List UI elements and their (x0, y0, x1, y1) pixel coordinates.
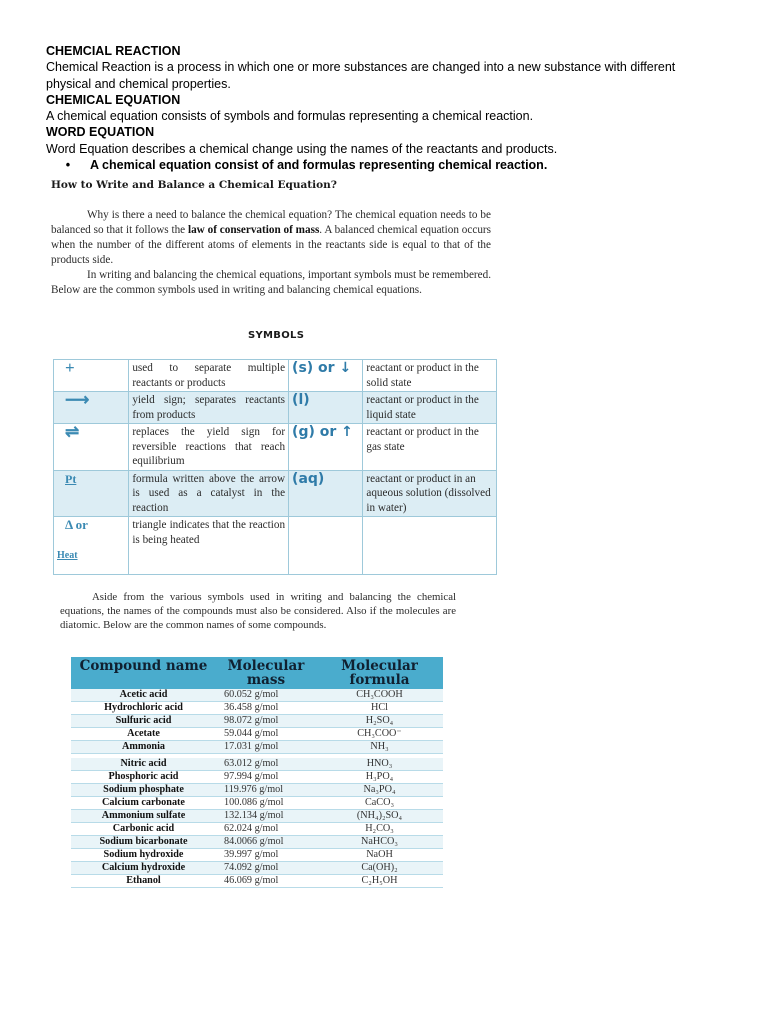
intro-section (46, 43, 726, 173)
state-symbol: (aq) (289, 470, 363, 517)
symbol-cell (54, 392, 129, 424)
howto-paragraph-1 (51, 208, 491, 268)
compound-name: Ammonia (71, 741, 216, 754)
compound-name: Calcium carbonate (71, 797, 216, 810)
molecular-formula: NaHCO₃ (316, 836, 443, 849)
molecular-mass: 119.976 g/mol (216, 784, 316, 797)
molecular-mass: 63.012 g/mol (216, 758, 316, 771)
state-desc: reactant or product in the solid state (363, 360, 497, 392)
symbol-row (54, 360, 497, 392)
symbol-cell (54, 470, 129, 517)
compound-name: Phosphoric acid (71, 771, 216, 784)
header-compound-name: Compound name (71, 657, 216, 689)
state-symbol: (l) (289, 392, 363, 424)
state-desc: reactant or product in the liquid state (363, 392, 497, 424)
catalyst-arrow-icon: Pt (65, 471, 77, 486)
symbols-table (53, 359, 497, 575)
molecular-formula: NaOH (316, 849, 443, 862)
definition-chemical-equation: A chemical equation consists of symbols and formulas representing a chemical reaction. (46, 109, 534, 124)
heading-chemical-equation: CHEMICAL EQUATION (46, 92, 181, 107)
howto-p1-text-a: Why is there a need to balance the chemical equation? The chemical equation needs to be balanced so that it follows the (51, 209, 491, 236)
symbol-row (54, 424, 497, 471)
table-row (71, 771, 443, 784)
table-row (71, 702, 443, 715)
molecular-mass: 100.086 g/mol (216, 797, 316, 810)
molecular-formula: Na₃PO₄ (316, 784, 443, 797)
header-molecular-mass: Molecular mass (216, 657, 316, 689)
molecular-formula: CaCO₃ (316, 797, 443, 810)
table-row (71, 836, 443, 849)
molecular-formula: H₃PO₄ (316, 771, 443, 784)
heat-arrow-icon: Heat (57, 550, 78, 561)
molecular-mass: 46.069 g/mol (216, 875, 316, 888)
definition-word-equation: Word Equation describes a chemical change using the names of the reactants and products. (46, 141, 558, 156)
symbol-desc: triangle indicates that the reaction is being heated (129, 517, 289, 575)
table-row (71, 689, 443, 702)
symbol-row (54, 470, 497, 517)
compound-name: Calcium hydroxide (71, 862, 216, 875)
table-row (71, 784, 443, 797)
bullet-dot: • (65, 158, 71, 173)
molecular-formula: (NH₄)₂SO₄ (316, 810, 443, 823)
compounds-group-2 (71, 758, 443, 888)
equilibrium-arrows-icon: ⇌ (65, 422, 80, 441)
symbol-row (54, 517, 497, 575)
molecular-formula: H₂CO₃ (316, 823, 443, 836)
molecular-mass: 97.994 g/mol (216, 771, 316, 784)
bullet-item (46, 157, 726, 173)
state-desc (363, 517, 497, 575)
symbol-cell (54, 360, 129, 392)
compound-name: Ammonium sulfate (71, 810, 216, 823)
table-row (71, 715, 443, 728)
compound-name: Ethanol (71, 875, 216, 888)
aside-text: Aside from the various symbols used in writing and balancing the chemical equations, the names of the compounds must also be considered. Also if the molecules are diatomic. Below are the common names of some compounds. (60, 591, 456, 631)
molecular-formula: NH₃ (316, 741, 443, 754)
howto-paragraph-2: In writing and balancing the chemical equations, important symbols must be remembered. Below are the common symbols used in writing and balancing chemical equations. (51, 269, 491, 296)
table-row (71, 758, 443, 771)
state-desc: reactant or product in the gas state (363, 424, 497, 471)
molecular-mass: 62.024 g/mol (216, 823, 316, 836)
compound-name: Hydrochloric acid (71, 702, 216, 715)
state-symbol (289, 517, 363, 575)
howto-paragraphs (51, 208, 491, 298)
table-row (71, 849, 443, 862)
howto-title: How to Write and Balance a Chemical Equation? (51, 179, 337, 191)
molecular-mass: 132.134 g/mol (216, 810, 316, 823)
molecular-mass: 74.092 g/mol (216, 862, 316, 875)
table-row (71, 741, 443, 754)
molecular-mass: 84.0066 g/mol (216, 836, 316, 849)
symbol-desc: replaces the yield sign for reversible reactions that reach equilibrium (129, 424, 289, 471)
compound-name: Carbonic acid (71, 823, 216, 836)
compound-name: Sulfuric acid (71, 715, 216, 728)
table-row (71, 728, 443, 741)
molecular-formula: HCl (316, 702, 443, 715)
molecular-formula: CH₃COO⁻ (316, 728, 443, 741)
molecular-mass: 59.044 g/mol (216, 728, 316, 741)
molecular-mass: 36.458 g/mol (216, 702, 316, 715)
compound-name: Sodium hydroxide (71, 849, 216, 862)
definition-chemical-reaction-line1: Chemical Reaction is a process in which one or more substances are changed into a new substance with different (46, 60, 676, 75)
table-row (71, 810, 443, 823)
compounds-table-1 (71, 657, 443, 754)
header-molecular-formula: Molecular formula (316, 657, 443, 689)
definition-chemical-reaction-line2: physical and chemical properties. (46, 76, 231, 91)
heading-chemical-reaction: CHEMCIAL REACTION (46, 44, 181, 58)
compound-name: Acetic acid (71, 689, 216, 702)
molecular-formula: C₂H₅OH (316, 875, 443, 888)
howto-p1-text-b: . A balanced chemical equation occurs when the number of the different atoms of elements in the reactants side is equal to that of the products side. (51, 224, 491, 266)
symbol-cell (54, 517, 129, 575)
howto-p1-bold: law of conservation of mass (187, 224, 320, 236)
symbol-row (54, 392, 497, 424)
delta-arrow-icon: Δ or (65, 517, 88, 532)
compound-name: Nitric acid (71, 758, 216, 771)
symbol-desc: used to separate multiple reactants or products (129, 360, 289, 392)
compound-name: Sodium phosphate (71, 784, 216, 797)
table-row (71, 862, 443, 875)
compounds-table-2 (71, 758, 443, 888)
bullet-text: A chemical equation consist of and formulas representing chemical reaction. (90, 158, 548, 173)
molecular-formula: H₂SO₄ (316, 715, 443, 728)
compound-name: Sodium bicarbonate (71, 836, 216, 849)
state-symbol: (g) or ↑ (289, 424, 363, 471)
symbol-desc: yield sign; separates reactants from products (129, 392, 289, 424)
table-row (71, 823, 443, 836)
heading-word-equation: WORD EQUATION (46, 125, 155, 140)
compounds-group-1 (71, 689, 443, 754)
yield-arrow-icon: ⟶ (65, 390, 90, 409)
symbols-title: SYMBOLS (248, 330, 305, 341)
molecular-formula: HNO₃ (316, 758, 443, 771)
molecular-mass: 39.997 g/mol (216, 849, 316, 862)
molecular-formula: CH₃COOH (316, 689, 443, 702)
table-row (71, 875, 443, 888)
compounds-header-row (71, 657, 443, 689)
molecular-mass: 60.052 g/mol (216, 689, 316, 702)
molecular-mass: 17.031 g/mol (216, 741, 316, 754)
symbol-cell (54, 424, 129, 471)
table-row (71, 797, 443, 810)
molecular-mass: 98.072 g/mol (216, 715, 316, 728)
state-symbol: (s) or ↓ (289, 360, 363, 392)
molecular-formula: Ca(OH)₂ (316, 862, 443, 875)
state-desc: reactant or product in an aqueous solution (dissolved in water) (363, 470, 497, 517)
plus-icon: + (65, 358, 75, 377)
symbol-desc: formula written above the arrow is used as a catalyst in the reaction (129, 470, 289, 517)
aside-paragraph (60, 590, 456, 632)
compound-name: Acetate (71, 728, 216, 741)
